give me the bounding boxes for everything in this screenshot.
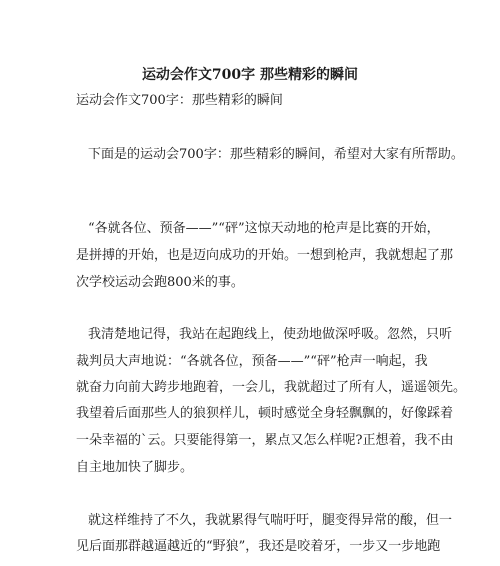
intro-line: 下面是的运动会700字：那些精彩的瞬间，希望对大家有所帮助。 — [88, 147, 464, 162]
paragraph-line: 自主地加快了脚步。 — [76, 460, 194, 475]
paragraph-line: 就这样维持了不久，我就累得气喘吁吁，腿变得异常的酸，但一 — [88, 513, 453, 528]
paragraph-line: 一朵幸福的`云。只要能得第一，累点又怎么样呢?正想着，我不由 — [76, 433, 454, 448]
paragraph-line: 次学校运动会跑800米的事。 — [76, 275, 244, 290]
document-title: 运动会作文700字 那些精彩的瞬间 — [141, 67, 359, 83]
paragraph-line: 就奋力向前大跨步地跑着，一会儿，我就超过了所有人，遥遥领先。 — [76, 380, 467, 395]
paragraph-line: 我清楚地记得，我站在起跑线上，使劲地做深呼吸。忽然，只听 — [88, 327, 453, 342]
paragraph-line: 见后面那群越逼越近的“野狼”，我还是咬着牙，一步又一步地跑 — [76, 539, 441, 554]
paragraph-line: 是拼搏的开始，也是迈向成功的开始。一想到枪声，我就想起了那 — [76, 248, 454, 263]
document-subtitle: 运动会作文700字：那些精彩的瞬间 — [76, 93, 283, 108]
paragraph-line: 裁判员大声地说：“各就各位，预备——”“砰”枪声一响起，我 — [76, 354, 428, 369]
paragraph-line: “各就各位、预备——”“砰”这惊天动地的枪声是比赛的开始， — [88, 221, 440, 236]
paragraph-line: 我望着后面那些人的狼狈样儿，顿时感觉全身轻飘飘的，好像踩着 — [76, 406, 454, 421]
